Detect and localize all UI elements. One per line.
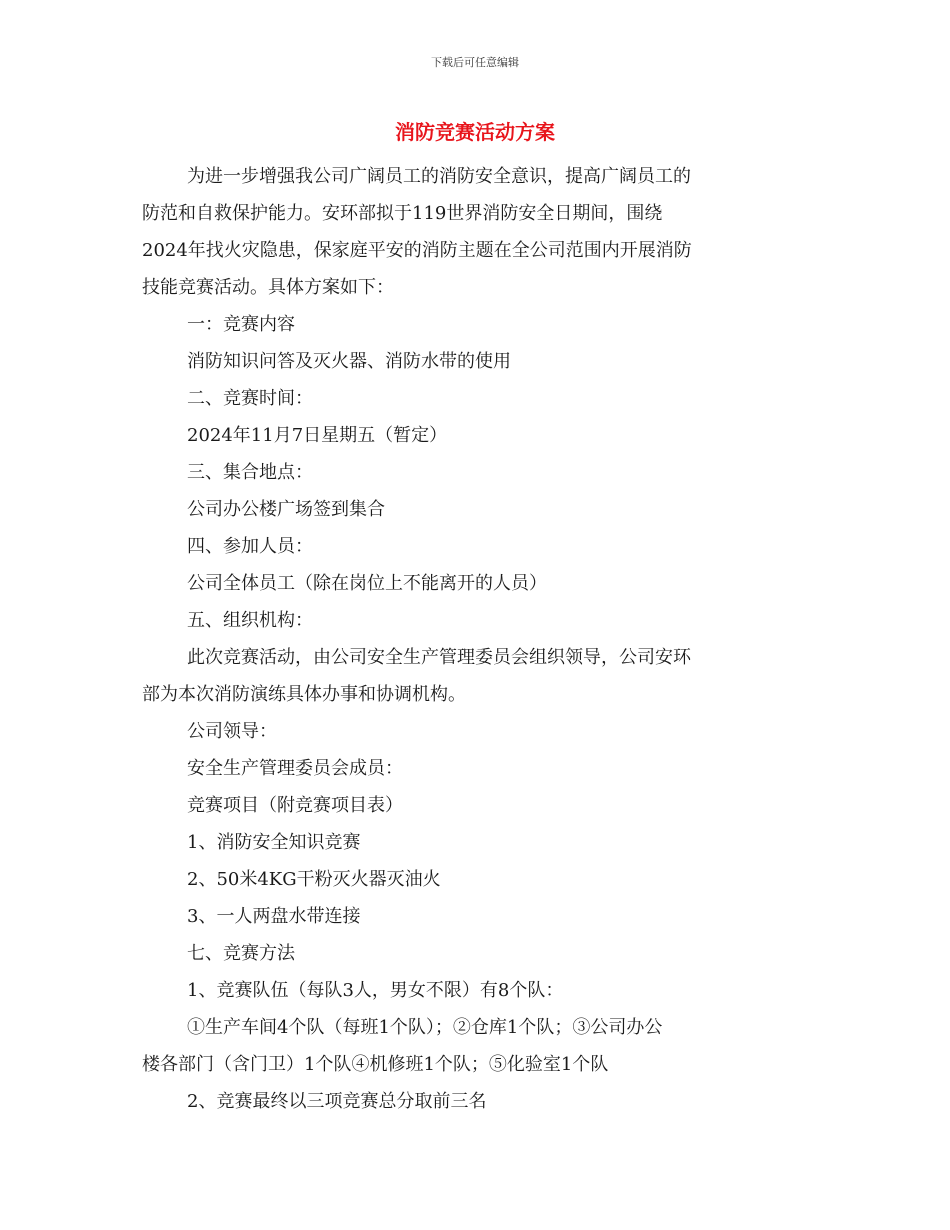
paragraph-line: 为进一步增强我公司广阔员工的消防安全意识，提高广阔员工的 — [187, 166, 691, 187]
list-item: 1、竞赛队伍（每队3人，男女不限）有8个队： — [187, 980, 564, 1001]
list-item: 1、消防安全知识竞赛 — [187, 832, 361, 853]
paragraph-line: 安全生产管理委员会成员： — [187, 758, 403, 779]
paragraph-line: 公司领导： — [187, 721, 277, 742]
section-heading: 三、集合地点： — [187, 462, 313, 483]
section-heading: 二、竞赛时间： — [187, 388, 313, 409]
list-item: 2、竞赛最终以三项竞赛总分取前三名 — [187, 1091, 487, 1112]
document-body — [142, 158, 810, 1120]
paragraph-line: 公司全体员工（除在岗位上不能离开的人员） — [187, 573, 547, 594]
paragraph-line: 2024年11月7日星期五（暂定） — [187, 425, 448, 446]
paragraph-line: 部为本次消防演练具体办事和协调机构。 — [142, 684, 466, 705]
paragraph-line: 此次竞赛活动，由公司安全生产管理委员会组织领导，公司安环 — [187, 647, 691, 668]
paragraph-line: 楼各部门（含门卫）1个队④机修班1个队；⑤化验室1个队 — [142, 1054, 609, 1075]
paragraph-line: 技能竞赛活动。具体方案如下： — [142, 277, 394, 298]
paragraph-line: ①生产车间4个队（每班1个队）；②仓库1个队；③公司办公 — [187, 1017, 663, 1038]
paragraph-line: 2024年找火灾隐患，保家庭平安的消防主题在全公司范围内开展消防 — [142, 240, 692, 261]
section-heading: 四、参加人员： — [187, 536, 313, 557]
list-item: 2、50米4KG干粉灭火器灭油火 — [187, 869, 441, 890]
paragraph-line: 防范和自救保护能力。安环部拟于119世界消防安全日期间，围绕 — [142, 203, 663, 224]
page-header-note: 下载后可任意编辑 — [431, 56, 519, 69]
document-title: 消防竞赛活动方案 — [395, 120, 555, 144]
paragraph-line: 公司办公楼广场签到集合 — [187, 499, 385, 520]
section-heading: 七、竞赛方法 — [187, 943, 295, 964]
list-item: 3、一人两盘水带连接 — [187, 906, 361, 927]
section-heading: 五、组织机构： — [187, 610, 313, 631]
section-heading: 一：竞赛内容 — [187, 314, 295, 335]
paragraph-line: 竞赛项目（附竞赛项目表） — [187, 795, 403, 816]
paragraph-line: 消防知识问答及灭火器、消防水带的使用 — [187, 351, 511, 372]
